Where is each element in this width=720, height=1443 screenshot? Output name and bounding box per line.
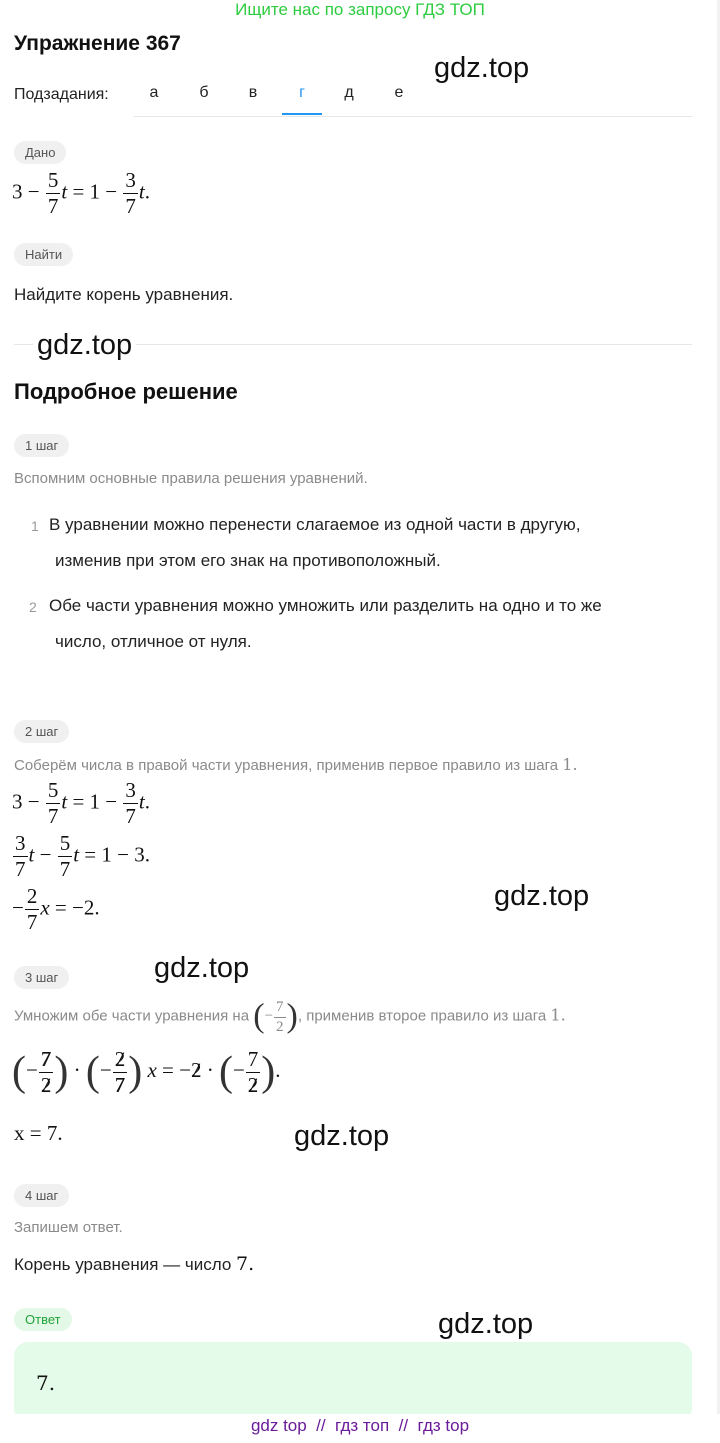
watermark: gdz.top [494,880,590,912]
tab-b[interactable]: б [199,84,209,101]
answer-box [14,1342,692,1422]
rule-1-line-1: В уравнении можно перенести слагаемое из одной части в другую, [49,515,581,534]
step2-intro: Соберём числа в правой части уравнения, применив первое правило из шага 1. [14,755,578,774]
tab-g[interactable]: г [282,84,322,115]
watermark: gdz.top [438,1308,534,1340]
footer-links[interactable] [0,1414,720,1443]
rule-number: 2 [29,599,37,615]
given-equation: 3 − $\frac{5}{7}$ t = 1 − $\frac{3}{7}$ t. [12,168,150,218]
step2-equation-3: − $\frac{2}{7}$ x = −2. [12,884,100,934]
subtasks-label: Подзадания: [14,86,109,103]
step4-text: Корень уравнения — число 7. [14,1253,255,1275]
tab-v[interactable]: в [248,84,258,101]
rule-number: 1 [31,518,39,534]
step1-intro: Вспомним основные правила решения уравнений. [14,470,368,487]
watermark: gdz.top [154,952,250,984]
watermark: gdz.top [33,329,136,362]
page-title: Упражнение 367 [14,32,181,55]
step3-pill: 3 шаг [14,966,69,989]
find-pill: Найти [14,243,73,266]
tab-e[interactable]: е [394,84,404,101]
watermark: gdz.top [294,1120,390,1152]
step2-pill: 2 шаг [14,720,69,743]
subtask-tabs [134,80,692,117]
rule-2-line-1: Обе части уравнения можно умножить или разделить на одно и то же [49,596,602,615]
answer-value: 7. [36,1371,56,1395]
rule-1-line-2: изменив при этом его знак на противоположный. [55,551,441,570]
step3-result: x = 7. [14,1121,63,1145]
search-banner[interactable]: Ищите нас по запросу ГДЗ ТОП [235,0,485,19]
rule-2-line-2: число, отличное от нуля. [55,632,252,651]
step2-equation-1: 3 − $\frac{5}{7}$ t = 1 − $\frac{3}{7}$ t. [12,778,150,828]
footer-text[interactable]: gdz top // гдз топ // гдз top [250,1416,470,1435]
solution-title: Подробное решение [14,379,238,404]
find-text: Найдите корень уравнения. [14,285,234,304]
step4-pill: 4 шаг [14,1184,69,1207]
given-pill: Дано [14,141,66,164]
tab-a[interactable]: а [149,84,159,101]
answer-pill: Ответ [14,1308,72,1331]
step1-pill: 1 шаг [14,434,69,457]
watermark: gdz.top [434,52,530,84]
step2-equation-2: $\frac{3}{7}$ t − $\frac{5}{7}$ t = 1 − 3. [15,831,150,881]
tab-d[interactable]: д [344,84,354,101]
step3-equation: (− $\frac{7}{2}$ ) · (− $\frac{2}{7}$ ) x = −2 · (− $\frac{7}{2}$ ). [12,1046,281,1097]
step3-intro: Умножим обе части уравнения на (− $\frac{7}{2}$ ), применив второе правило из шага 1. [14,998,566,1035]
step4-intro: Запишем ответ. [14,1219,123,1236]
